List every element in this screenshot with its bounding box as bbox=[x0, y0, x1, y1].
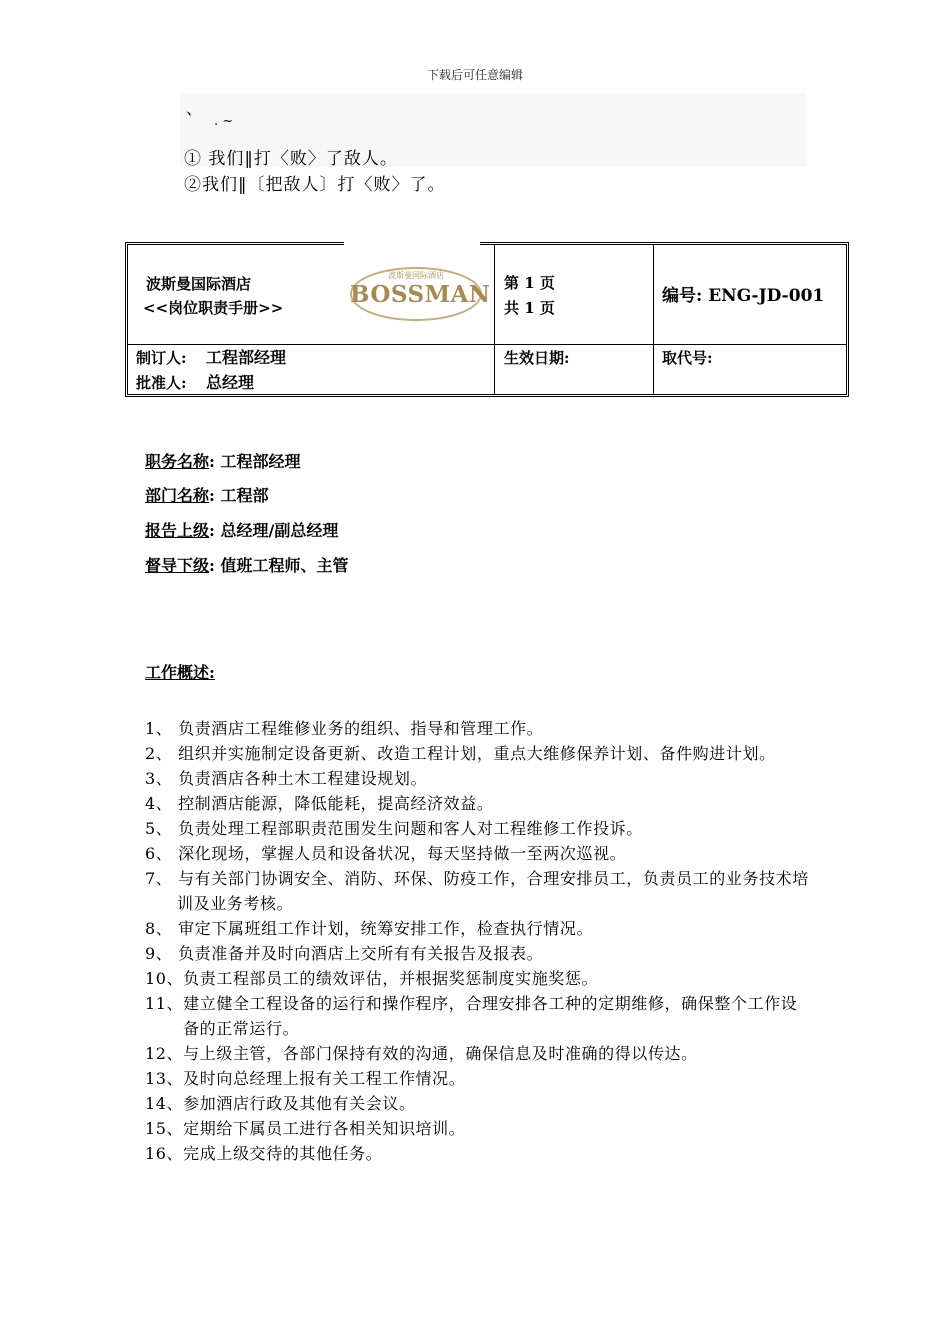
document-header-table bbox=[125, 242, 849, 397]
list-item: 6、 深化现场，掌握人员和设备状况，每天坚持做一至两次巡视。 bbox=[145, 844, 627, 863]
logo-small-text: 波斯曼国际酒店 bbox=[388, 271, 444, 280]
supervise-value: : 值班工程师、主管 bbox=[209, 556, 349, 575]
approved-by-value: 总经理 bbox=[206, 373, 255, 392]
page-total: 共 1 页 bbox=[504, 299, 555, 317]
job-title-label: 职务名称 bbox=[145, 452, 210, 471]
list-item: 16、完成上级交待的其他任务。 bbox=[145, 1144, 383, 1163]
duty-list bbox=[145, 716, 810, 1166]
page-current: 第 1 页 bbox=[504, 274, 555, 292]
divider bbox=[653, 245, 654, 394]
department-value: : 工程部 bbox=[209, 486, 269, 505]
page-header-note: 下载后可任意编辑 bbox=[426, 68, 523, 82]
job-title-row bbox=[145, 449, 301, 472]
supervise-row bbox=[145, 553, 349, 576]
list-item: 7、 与有关部门协调安全、消防、环保、防疫工作，合理安排员工，负责员工的业务技术培训及业务考核。 bbox=[145, 869, 809, 913]
list-item: 4、 控制酒店能源，降低能耗，提高经济效益。 bbox=[145, 794, 494, 813]
bossman-logo bbox=[350, 267, 491, 321]
example-mark-2: . ~ bbox=[214, 114, 234, 129]
list-item: 10、负责工程部员工的绩效评估，并根据奖惩制度实施奖惩。 bbox=[145, 969, 599, 988]
department-label: 部门名称 bbox=[145, 486, 210, 505]
replace-no-label: 取代号: bbox=[662, 349, 713, 367]
list-item: 13、及时向总经理上报有关工程工作情况。 bbox=[145, 1069, 466, 1088]
list-item: 1、 负责酒店工程维修业务的组织、指导和管理工作。 bbox=[145, 719, 544, 738]
example-sentence-1: ① 我们‖打〈败〉了敌人。 bbox=[184, 149, 398, 169]
department-row bbox=[145, 483, 269, 506]
document-code: 编号: ENG-JD-001 bbox=[662, 286, 825, 306]
list-item: 9、 负责准备并及时向酒店上交所有有关报告及报表。 bbox=[145, 944, 544, 963]
list-item: 11、建立健全工程设备的运行和操作程序，合理安排各工种的定期维修，确保整个工作设备的正常运行。 bbox=[145, 994, 798, 1038]
list-item: 3、 负责酒店各种土木工程建设规划。 bbox=[145, 769, 428, 788]
supervise-label: 督导下级 bbox=[145, 556, 210, 575]
report-to-row bbox=[145, 518, 338, 541]
made-by-label: 制订人: bbox=[136, 349, 187, 367]
list-item: 5、 负责处理工程部职责范围发生问题和客人对工程维修工作投诉。 bbox=[145, 819, 643, 838]
logo-text: BOSSMAN bbox=[350, 281, 491, 308]
list-item: 15、定期给下属员工进行各相关知识培训。 bbox=[145, 1119, 466, 1138]
report-to-value: : 总经理/副总经理 bbox=[209, 521, 339, 540]
divider bbox=[128, 344, 846, 345]
list-item: 8、 审定下属班组工作计划，统筹安排工作，检查执行情况。 bbox=[145, 919, 594, 938]
effective-date-label: 生效日期: bbox=[504, 349, 570, 367]
example-mark: 、 bbox=[186, 99, 203, 118]
logo-border-gap bbox=[344, 242, 480, 246]
made-by-value: 工程部经理 bbox=[206, 348, 287, 367]
job-title-value: : 工程部经理 bbox=[209, 452, 301, 471]
list-item: 2、 组织并实施制定设备更新、改造工程计划，重点大维修保养计划、备件购进计划。 bbox=[145, 744, 776, 763]
hotel-name: 波斯曼国际酒店 bbox=[146, 275, 252, 293]
list-item: 14、参加酒店行政及其他有关会议。 bbox=[145, 1094, 416, 1113]
approved-by-label: 批准人: bbox=[136, 374, 187, 392]
example-sentence-2: ②我们‖〔把敌人〕打〈败〉了。 bbox=[184, 175, 446, 195]
list-item: 12、与上级主管，各部门保持有效的沟通，确保信息及时准确的得以传达。 bbox=[145, 1044, 698, 1063]
report-to-label: 报告上级 bbox=[145, 521, 210, 540]
section-title: 工作概述: bbox=[145, 663, 215, 682]
manual-title: <<岗位职责手册>> bbox=[143, 299, 284, 317]
divider bbox=[494, 245, 495, 394]
